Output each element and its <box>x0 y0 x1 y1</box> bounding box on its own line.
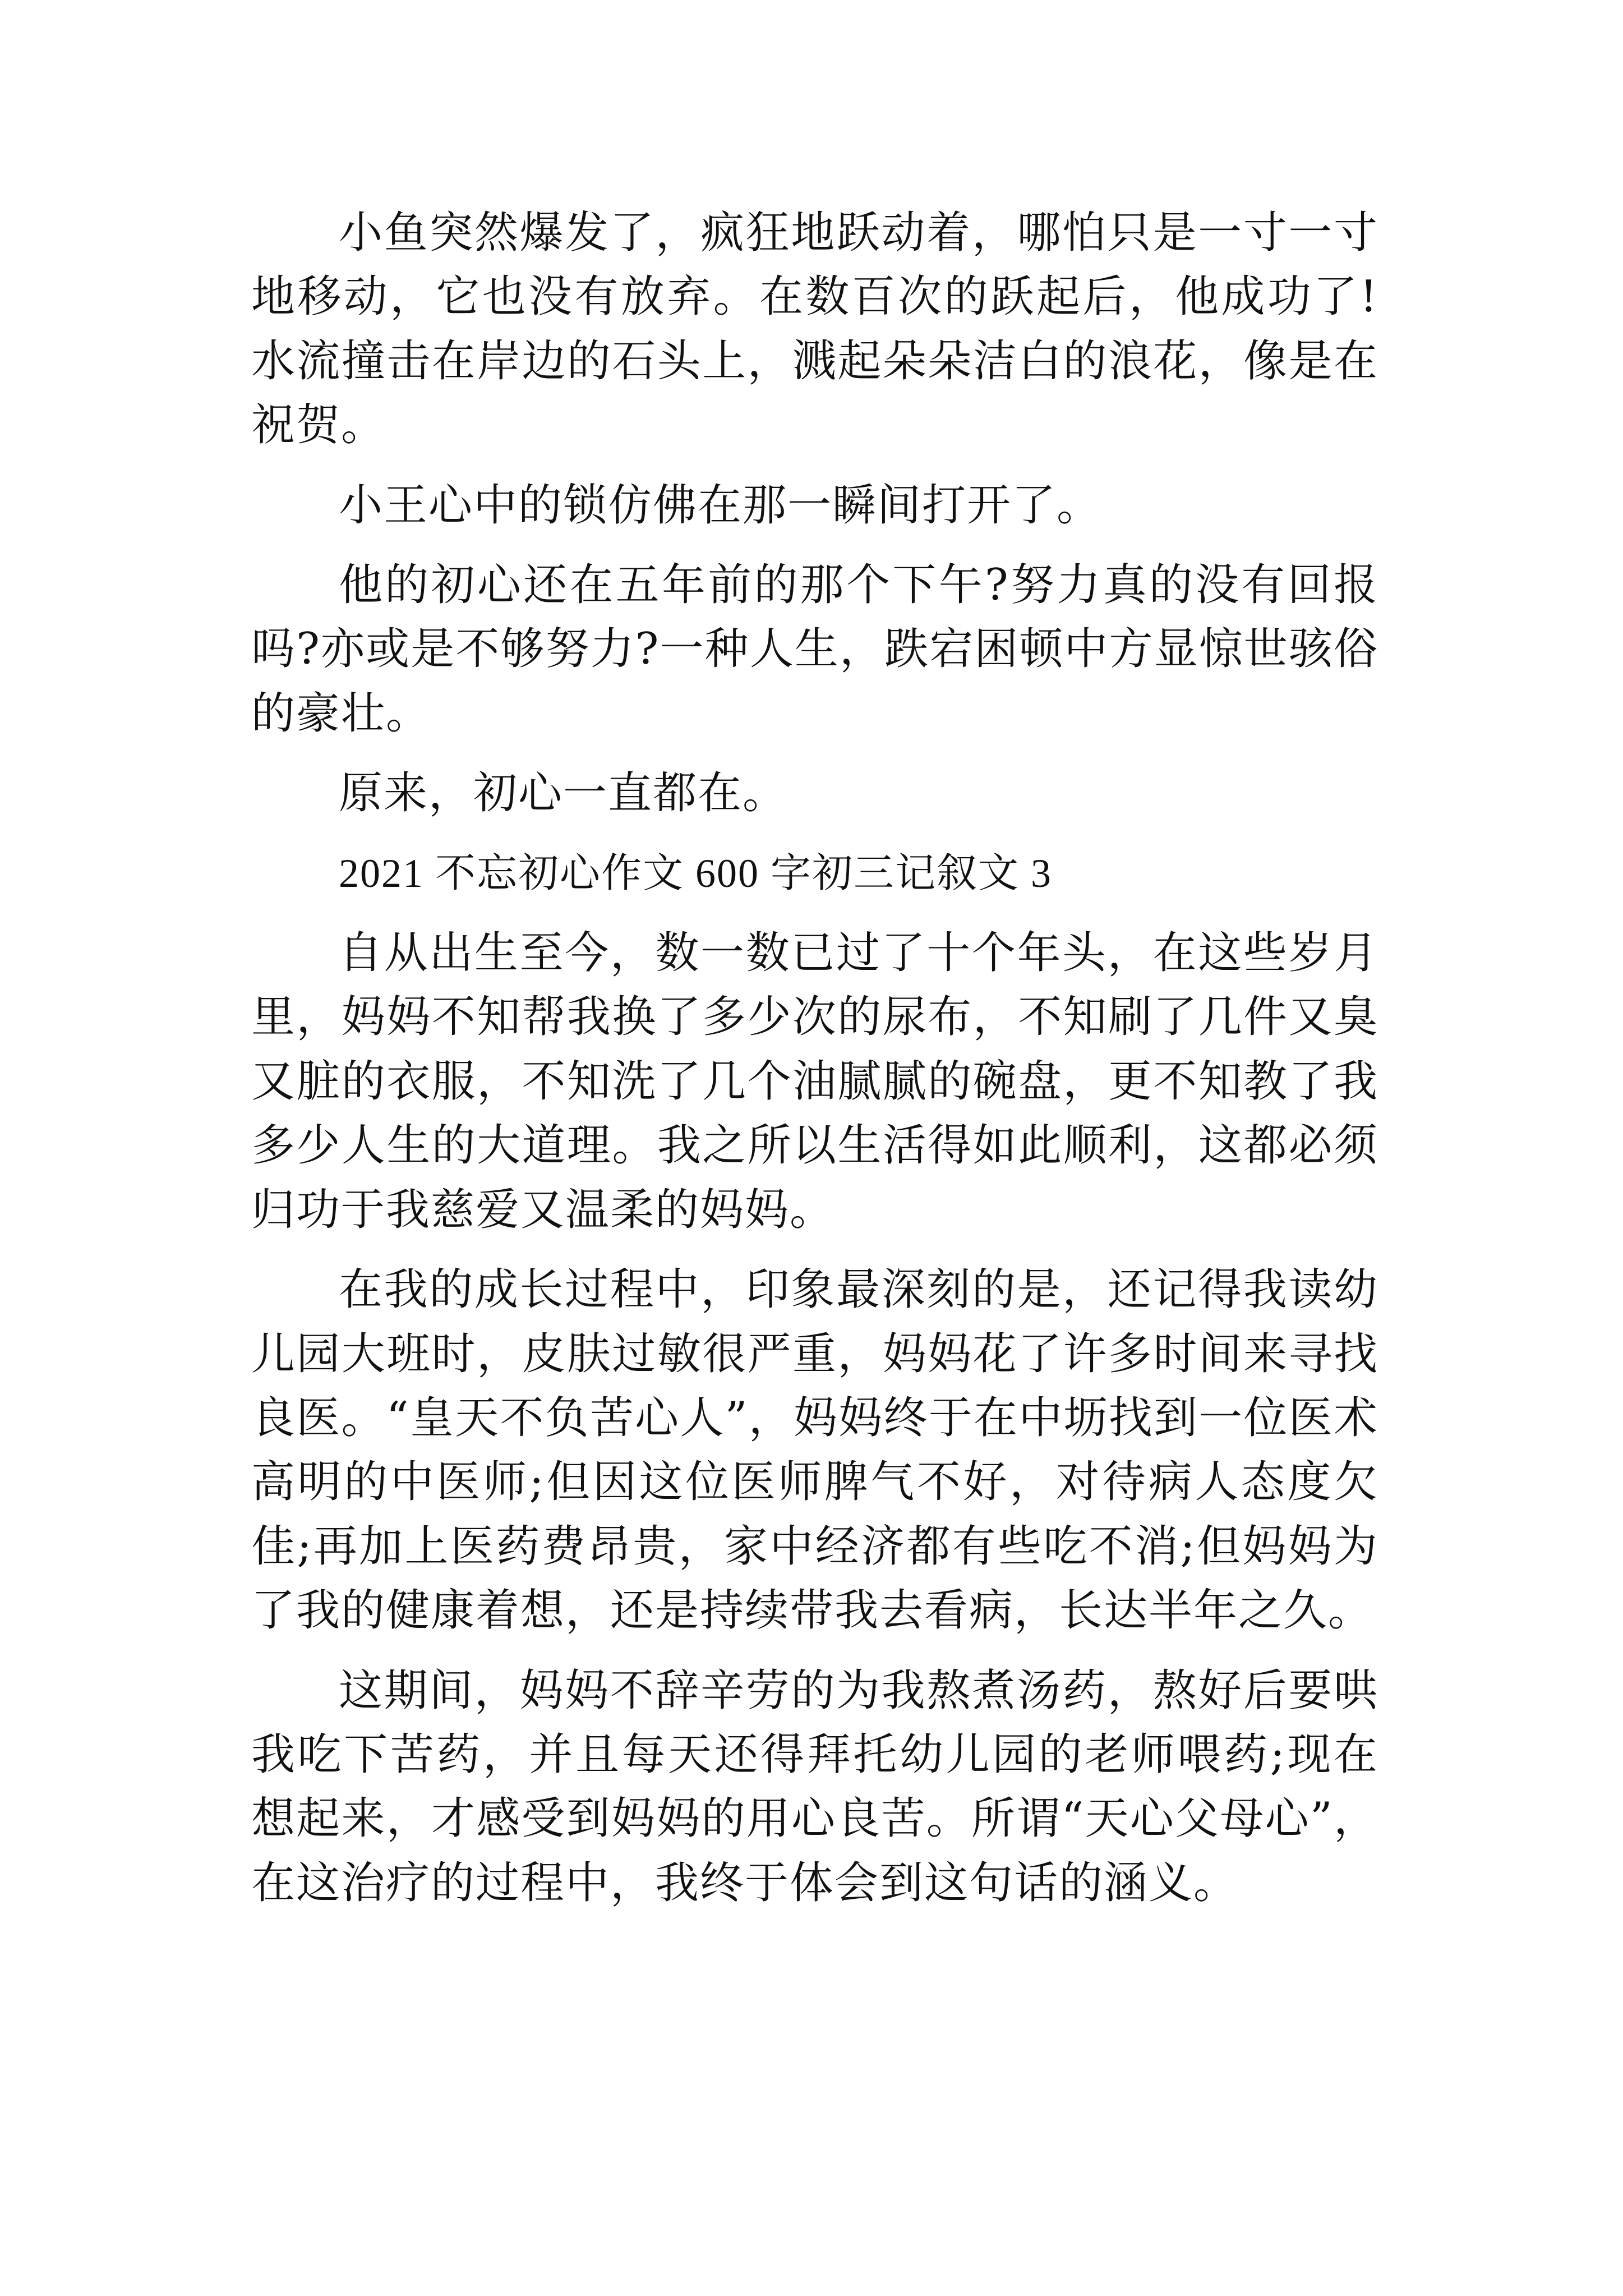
paragraph-since-birth: 自从出生至今，数一数已过了十个年头，在这些岁月里，妈妈不知帮我换了多少次的尿布，不知刷了几件又臭又脏的衣服，不知洗了几个油腻腻的碗盘，更不知教了我多少人生的大道理。我之所以生活得如此顺利，这都必须归功于我慈爱又温柔的妈妈。 <box>251 928 1378 1235</box>
paragraph-growing-up: 在我的成长过程中，印象最深刻的是，还记得我读幼儿园大班时，皮肤过敏很严重，妈妈花了许多时间来寻找良医。“皇天不负苦心人”，妈妈终于在中坜找到一位医术高明的中医师;但因这位医师脾气不好，对待病人态度欠佳;再加上医药费昂贵，家中经济都有些吃不消;但妈妈为了我的健康着想，还是持续带我去看病，长达半年之久。 <box>251 1264 1378 1636</box>
document-body <box>251 201 1378 1931</box>
paragraph-original-intention-question: 他的初心还在五年前的那个下午?努力真的没有回报吗?亦或是不够努力?一种人生，跌宕困顿中方显惊世骇俗的豪壮。 <box>251 560 1378 739</box>
paragraph-lock-opened: 小王心中的锁仿佛在那一瞬间打开了。 <box>339 480 1102 531</box>
paragraph-during-this-period: 这期间，妈妈不辞辛劳的为我熬煮汤药，熬好后要哄我吃下苦药，并且每天还得拜托幼儿园的老师喂药;现在想起来，才感受到妈妈的用心良苦。所谓“天心父母心”，在这治疗的过程中，我终于体会到这句话的涵义。 <box>251 1665 1378 1908</box>
paragraph-always-there: 原来，初心一直都在。 <box>339 768 788 819</box>
paragraph-fish-breakthrough: 小鱼突然爆发了，疯狂地跃动着，哪怕只是一寸一寸地移动，它也没有放弃。在数百次的跃起后，他成功了!水流撞击在岸边的石头上，溅起朵朵洁白的浪花，像是在祝贺。 <box>251 208 1378 451</box>
essay-heading: 2021 不忘初心作文 600 字初三记叙文 3 <box>339 850 1053 896</box>
